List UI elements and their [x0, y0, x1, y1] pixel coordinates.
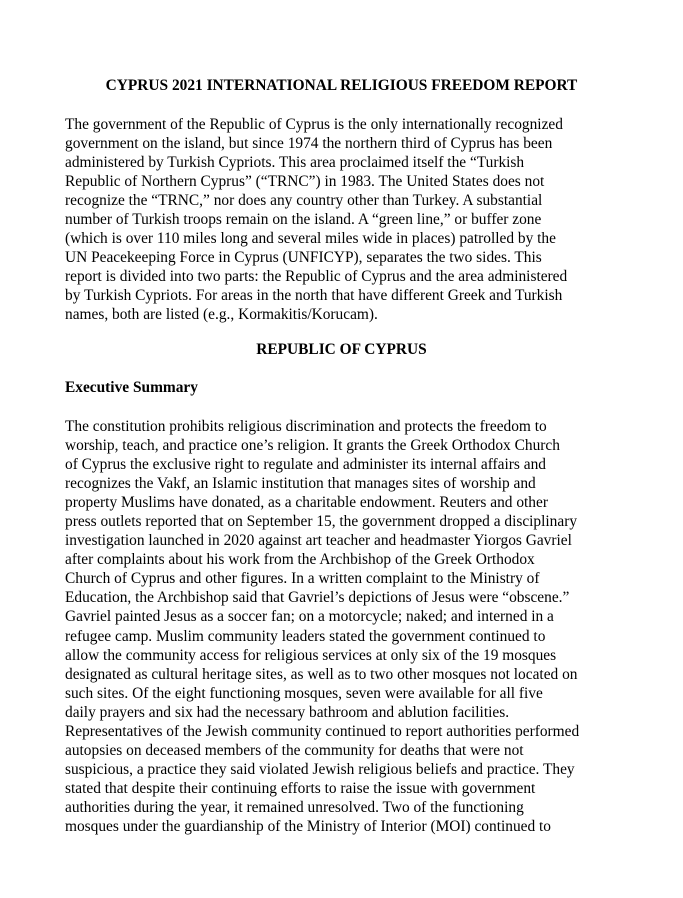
text-line: worship, teach, and practice one’s religion. It grants the Greek Orthodox Church	[65, 437, 560, 455]
intro-paragraph	[65, 115, 635, 325]
text-line: daily prayers and six had the necessary bathroom and ablution facilities.	[65, 703, 510, 721]
text-line: such sites. Of the eight functioning mosques, seven were available for all five	[65, 684, 543, 702]
text-line: investigation launched in 2020 against art teacher and headmaster Yiorgos Gavriel	[65, 532, 572, 550]
text-line: Representatives of the Jewish community continued to report authorities performed	[65, 722, 580, 740]
section-title: REPUBLIC OF CYPRUS	[256, 341, 427, 358]
report-title: CYPRUS 2021 INTERNATIONAL RELIGIOUS FREEDOM REPORT	[105, 77, 578, 94]
text-line: stated that despite their continuing efforts to raise the issue with government	[65, 779, 536, 797]
text-line: The government of the Republic of Cyprus is the only internationally recognized	[65, 116, 563, 133]
text-line: The constitution prohibits religious discrimination and protects the freedom to	[65, 418, 547, 435]
text-line: press outlets reported that on September 15, the government dropped a disciplinary	[65, 513, 578, 531]
text-line: UN Peacekeeping Force in Cyprus (UNFICYP), separates the two sides. This	[65, 249, 542, 267]
text-line: autopsies on deceased members of the community for deaths that were not	[65, 741, 524, 759]
text-line: refugee camp. Muslim community leaders stated the government continued to	[65, 627, 546, 645]
text-line: mosques under the guardianship of the Ministry of Interior (MOI) continued to	[65, 817, 551, 835]
text-line: administered by Turkish Cypriots. This area proclaimed itself the “Turkish	[65, 154, 525, 172]
text-line: allow the community access for religious services at only six of the 19 mosques	[65, 646, 557, 664]
text-line: government on the island, but since 1974 the northern third of Cyprus has been	[65, 135, 553, 153]
text-line: number of Turkish troops remain on the island. A “green line,” or buffer zone	[65, 211, 542, 229]
text-line: Republic of Northern Cyprus” (“TRNC”) in 1983. The United States does not	[65, 173, 545, 191]
executive-summary-paragraph	[65, 417, 635, 836]
text-line: after complaints about his work from the Archbishop of the Greek Orthodox	[65, 551, 535, 569]
text-line: of Cyprus the exclusive right to regulate and administer its internal affairs and	[65, 456, 546, 474]
text-line: designated as cultural heritage sites, as well as to two other mosques not located on	[65, 665, 578, 683]
text-line: recognizes the Vakf, an Islamic institution that manages sites of worship and	[65, 475, 536, 493]
text-line: Education, the Archbishop said that Gavriel’s depictions of Jesus were “obscene.”	[65, 589, 570, 607]
text-line: (which is over 110 miles long and several miles wide in places) patrolled by the	[65, 230, 556, 248]
text-line: property Muslims have donated, as a charitable endowment. Reuters and other	[65, 494, 548, 512]
executive-summary-heading: Executive Summary	[65, 379, 198, 396]
text-line: names, both are listed (e.g., Kormakitis/Korucam).	[65, 306, 378, 324]
text-line: Church of Cyprus and other figures. In a written complaint to the Ministry of	[65, 570, 540, 588]
text-line: by Turkish Cypriots. For areas in the north that have different Greek and Turkish	[65, 287, 563, 305]
text-line: report is divided into two parts: the Republic of Cyprus and the area administered	[65, 268, 568, 286]
text-line: Gavriel painted Jesus as a soccer fan; on a motorcycle; naked; and interned in a	[65, 608, 554, 626]
text-line: suspicious, a practice they said violated Jewish religious beliefs and practice. They	[65, 760, 575, 778]
text-line: recognize the “TRNC,” nor does any country other than Turkey. A substantial	[65, 192, 543, 210]
text-line: authorities during the year, it remained unresolved. Two of the functioning	[65, 798, 524, 816]
